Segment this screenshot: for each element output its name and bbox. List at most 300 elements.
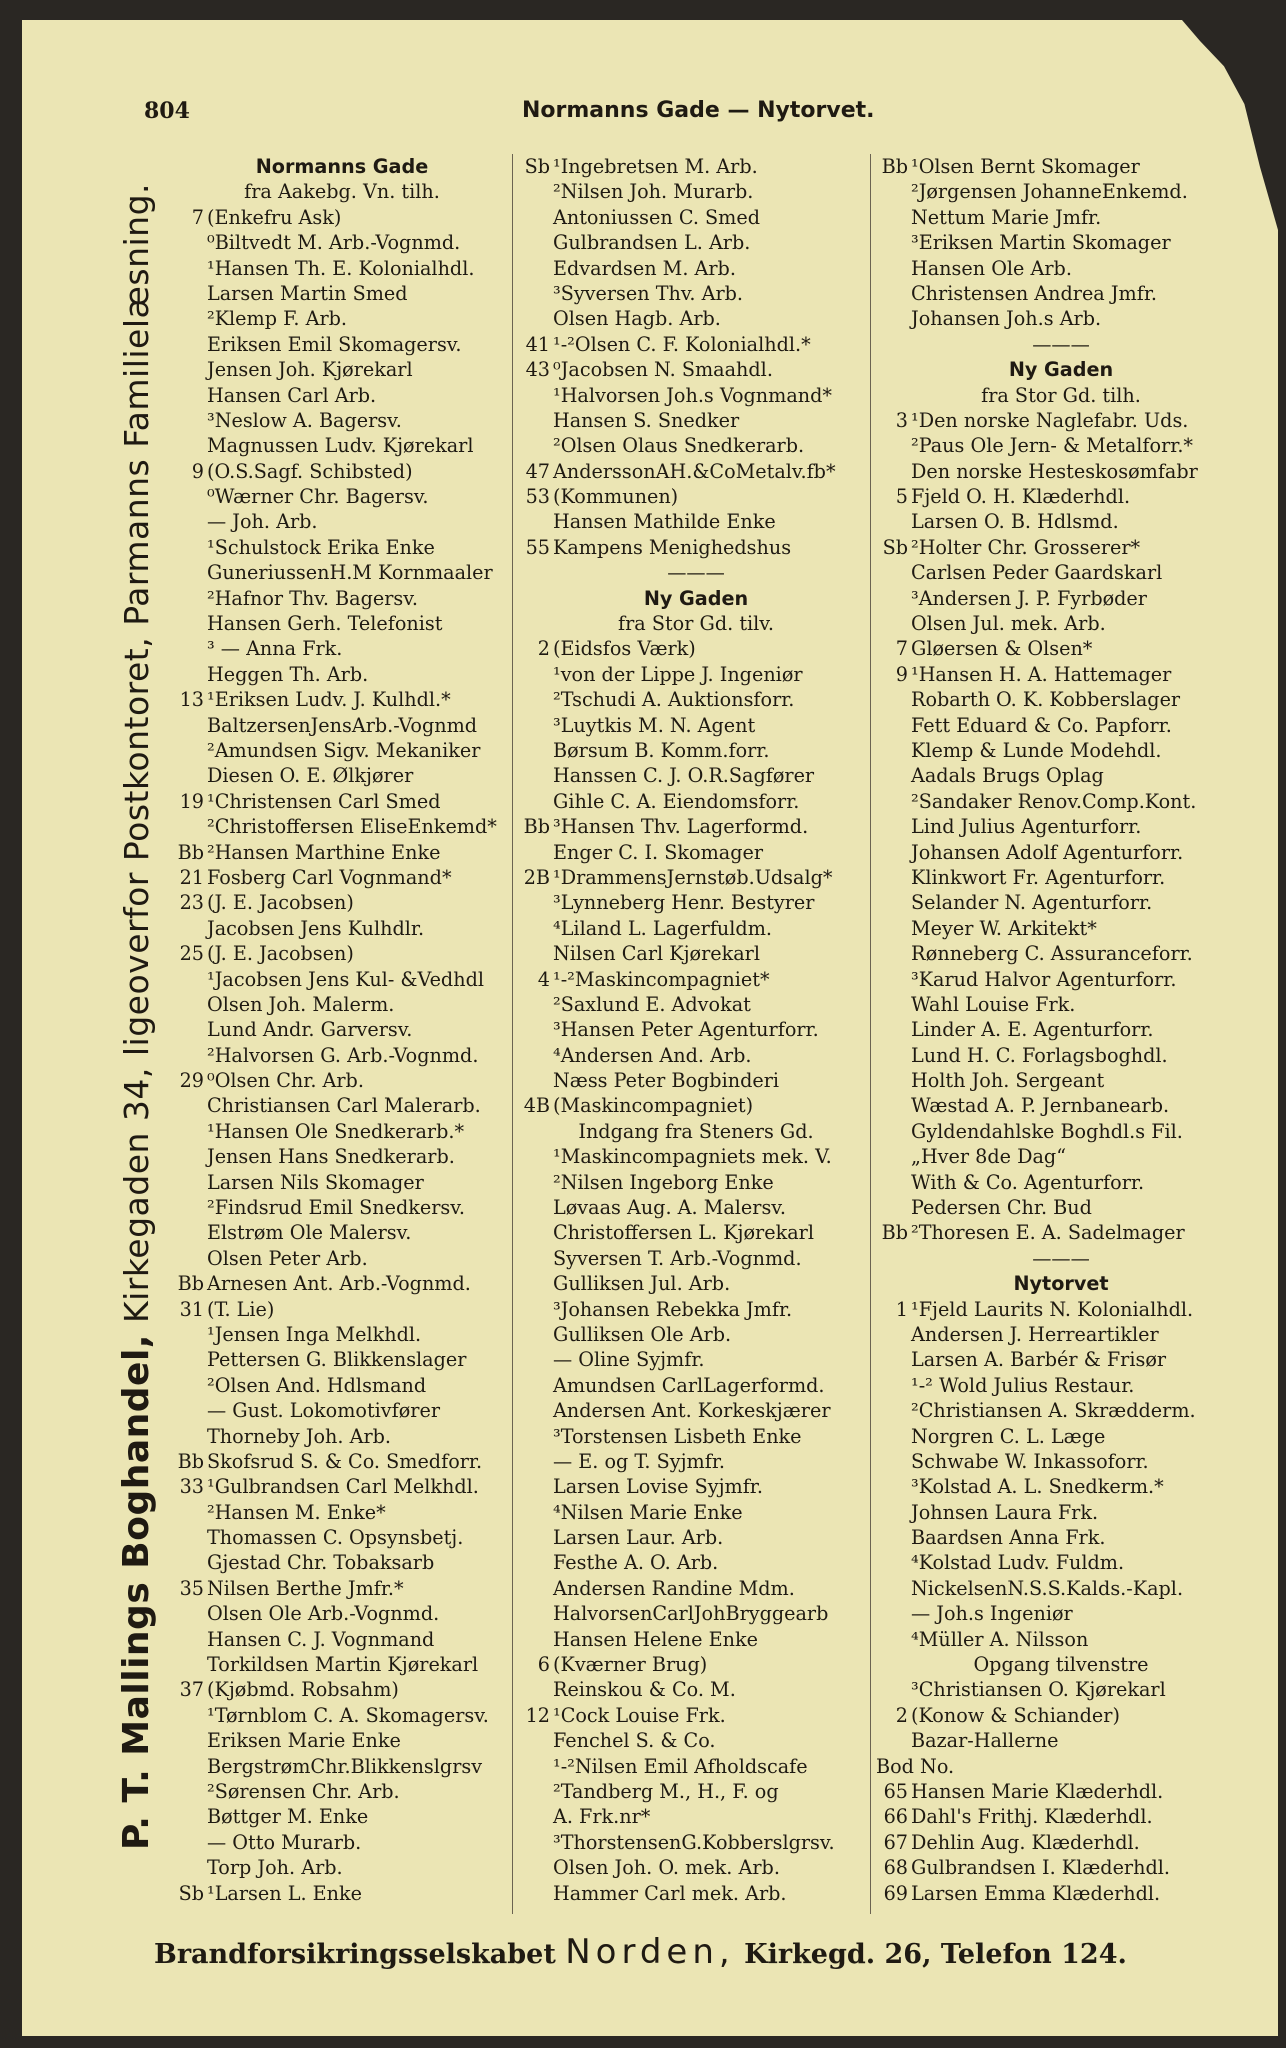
- resident-text: ³Hansen Thv. Lagerformd.: [553, 815, 809, 839]
- house-number: 9: [191, 459, 204, 483]
- resident-text: Larsen Emma Klæderhdl.: [911, 1881, 1161, 1905]
- directory-entry: [172, 890, 512, 915]
- resident-text: Larsen Laur. Arb.: [553, 1526, 724, 1550]
- house-number: [876, 763, 911, 788]
- directory-entry: [172, 1297, 512, 1322]
- house-number: [172, 1347, 207, 1372]
- directory-entry: [876, 1830, 1246, 1855]
- resident-text: (J. E. Jacobsen): [207, 942, 354, 966]
- house-number: [518, 1728, 553, 1753]
- resident-text: — Otto Murarb.: [207, 1830, 362, 1854]
- directory-entry: [518, 535, 874, 560]
- house-number: [876, 179, 911, 204]
- house-number: [876, 1550, 911, 1575]
- directory-entry: [876, 1220, 1246, 1245]
- directory-entry: [876, 459, 1246, 484]
- directory-entry: [876, 509, 1246, 534]
- resident-text: ²Holter Chr. Grosserer*: [911, 535, 1141, 559]
- directory-entry: [518, 967, 874, 992]
- house-number: [172, 1017, 207, 1042]
- house-number: 33: [179, 1475, 204, 1499]
- house-number: [172, 433, 207, 458]
- directory-entry: [518, 1043, 874, 1068]
- directory-entry: [518, 763, 874, 788]
- house-number: [172, 535, 207, 560]
- resident-text: ⁰Biltvedt M. Arb.-Vognmd.: [207, 231, 461, 255]
- resident-text: — Oline Syjmfr.: [553, 1348, 705, 1372]
- resident-text: Olsen Joh. O. mek. Arb.: [553, 1856, 780, 1880]
- directory-entry: [518, 1804, 874, 1829]
- resident-text: ³Torstensen Lisbeth Enke: [553, 1424, 802, 1448]
- house-number: [172, 1627, 207, 1652]
- resident-text: (O.S.Sagf. Schibsted): [207, 459, 413, 483]
- house-number: [876, 916, 911, 941]
- resident-text: With & Co. Agenturforr.: [911, 1170, 1145, 1194]
- resident-text: Reinskou & Co. M.: [553, 1678, 736, 1702]
- resident-text: ¹von der Lippe J. Ingeniør: [553, 662, 803, 686]
- house-number: [518, 1347, 553, 1372]
- resident-text: Jensen Hans Snedkerarb.: [207, 1145, 455, 1169]
- house-number: [172, 509, 207, 534]
- resident-text: ²Olsen And. Hdlsmand: [207, 1373, 427, 1397]
- directory-entry: [876, 433, 1246, 458]
- directory-entry: [172, 1347, 512, 1372]
- directory-entry: [876, 1779, 1246, 1804]
- house-number: [876, 611, 911, 636]
- house-number: [518, 1754, 553, 1779]
- directory-entry: [518, 1449, 874, 1474]
- directory-entry: [172, 1627, 512, 1652]
- house-number: 25: [179, 942, 204, 966]
- resident-text: Wæstad A. P. Jernbanearb.: [911, 1094, 1170, 1118]
- resident-text: — Joh.s Ingeniør: [911, 1602, 1073, 1626]
- resident-text: Olsen Hagb. Arb.: [553, 307, 721, 331]
- directory-entry: [876, 1627, 1246, 1652]
- house-number: [172, 332, 207, 357]
- resident-text: Hansen C. J. Vognmand: [207, 1627, 435, 1651]
- house-number: [876, 1373, 911, 1398]
- directory-entry: [172, 941, 512, 966]
- directory-entry: [876, 840, 1246, 865]
- house-number: [518, 1576, 553, 1601]
- house-number: [172, 662, 207, 687]
- resident-text: Nettum Marie Jmfr.: [911, 205, 1102, 229]
- resident-text: ²Hansen Marthine Enke: [207, 840, 441, 864]
- resident-text: (Enkefru Ask): [207, 205, 342, 229]
- directory-entry: [172, 535, 512, 560]
- resident-text: Fenchel S. & Co.: [553, 1729, 716, 1753]
- house-number: [876, 1170, 911, 1195]
- directory-entry: [518, 1246, 874, 1271]
- resident-text: (Eidsfos Værk): [553, 637, 696, 661]
- house-number: 41: [525, 332, 550, 356]
- resident-text: Bøttger M. Enke: [207, 1805, 369, 1829]
- resident-text: ¹-² Wold Julius Restaur.: [911, 1373, 1135, 1397]
- resident-text: ⁰Olsen Chr. Arb.: [207, 1069, 364, 1093]
- house-number: [518, 1677, 553, 1702]
- resident-text: Gyldendahlske Boghdl.s Fil.: [911, 1119, 1183, 1143]
- resident-text: ⁴Liland L. Lagerfuldm.: [553, 916, 772, 940]
- directory-entry: [518, 1550, 874, 1575]
- directory-entry: [518, 1271, 874, 1296]
- resident-text: ⁴Kolstad Ludv. Fuldm.: [911, 1551, 1125, 1575]
- footer-advert: [154, 1932, 1127, 1972]
- directory-entry: [876, 763, 1246, 788]
- resident-text: Hansen Mathilde Enke: [553, 510, 776, 534]
- resident-text: GuneriussenH.M Kornmaaler: [207, 561, 493, 585]
- resident-text: ²Hansen M. Enke*: [207, 1500, 386, 1524]
- directory-entry: [172, 916, 512, 941]
- directory-entry: [518, 687, 874, 712]
- directory-entry: [172, 967, 512, 992]
- house-number: [518, 1474, 553, 1499]
- house-number: [172, 1855, 207, 1880]
- resident-text: ³Johansen Rebekka Jmfr.: [553, 1297, 793, 1321]
- footer-part1: Brandforsikringsselskabet: [154, 1939, 566, 1970]
- resident-text: ³Syversen Thv. Arb.: [553, 281, 744, 305]
- directory-entry: [518, 1779, 874, 1804]
- directory-entry: [518, 992, 874, 1017]
- house-number: [172, 916, 207, 941]
- resident-text: Selander N. Agenturforr.: [911, 891, 1153, 915]
- resident-text: Arnesen Ant. Arb.-Vognmd.: [207, 1272, 471, 1296]
- resident-text: „Hver 8de Dag“: [911, 1145, 1066, 1169]
- resident-text: Amundsen CarlLagerformd.: [553, 1373, 825, 1397]
- resident-text: Kampens Menighedshus: [553, 535, 792, 559]
- house-number: [172, 586, 207, 611]
- column-1: [172, 154, 512, 1906]
- running-title: Normanns Gade — Nytorvet.: [522, 98, 875, 123]
- house-number: [876, 992, 911, 1017]
- resident-text: — Joh. Arb.: [207, 510, 318, 534]
- resident-text: Pedersen Chr. Bud: [911, 1196, 1092, 1220]
- resident-text: (T. Lie): [207, 1297, 275, 1321]
- resident-text: ³Lynneberg Henr. Bestyrer: [553, 891, 815, 915]
- house-number: 12: [525, 1703, 550, 1727]
- house-number: [876, 865, 911, 890]
- resident-text: NickelsenN.S.S.Kalds.-Kapl.: [911, 1576, 1184, 1600]
- directory-entry: [518, 713, 874, 738]
- resident-text: Hanssen C. J. O.R.Sagfører: [553, 764, 815, 788]
- directory-entry: [876, 611, 1246, 636]
- house-number: [876, 560, 911, 585]
- resident-text: Torkildsen Martin Kjørekarl: [207, 1653, 479, 1677]
- resident-text: Heggen Th. Arb.: [207, 662, 369, 686]
- resident-text: Lund H. C. Forlagsboghdl.: [911, 1043, 1168, 1067]
- resident-text: ¹Cock Louise Frk.: [553, 1703, 726, 1727]
- house-number: 21: [179, 865, 204, 889]
- house-number: [172, 1398, 207, 1423]
- directory-entry: [172, 230, 512, 255]
- resident-text: ²Nilsen Ingeborg Enke: [553, 1170, 774, 1194]
- resident-text: ²Tandberg M., H., F. og: [553, 1780, 779, 1803]
- resident-text: ²Paus Ole Jern- & Metalforr.*: [911, 434, 1194, 458]
- house-number: Sb: [524, 155, 550, 178]
- directory-entry: [518, 1144, 874, 1169]
- resident-text: Hansen Carl Arb.: [207, 383, 377, 407]
- directory-entry: [172, 1677, 512, 1702]
- directory-page: [22, 20, 1278, 2036]
- directory-entry: [518, 1576, 874, 1601]
- directory-entry: [518, 1830, 874, 1855]
- directory-entry: [518, 1703, 874, 1728]
- house-number: 2: [537, 637, 550, 661]
- directory-entry: [172, 1398, 512, 1423]
- resident-text: Thomassen C. Opsynsbetj.: [207, 1526, 464, 1550]
- directory-entry: [172, 1271, 512, 1296]
- resident-text: Dehlin Aug. Klæderhdl.: [911, 1830, 1140, 1854]
- house-number: [518, 687, 553, 712]
- directory-entry: [876, 916, 1246, 941]
- directory-entry: [518, 1652, 874, 1677]
- resident-text: Olsen Joh. Malerm.: [207, 992, 395, 1016]
- house-number: [172, 1424, 207, 1449]
- resident-text: ¹Hansen Th. E. Kolonialhdl.: [207, 256, 475, 280]
- resident-text: Linder A. E. Agenturforr.: [911, 1018, 1154, 1042]
- directory-entry: [172, 865, 512, 890]
- house-number: [876, 1144, 911, 1169]
- house-number: [876, 1474, 911, 1499]
- directory-entry: [172, 484, 512, 509]
- house-number: 7: [191, 205, 204, 229]
- resident-text: Larsen O. B. Hdlsmd.: [911, 510, 1119, 534]
- directory-entry: [876, 1855, 1246, 1880]
- directory-entry: [518, 1728, 874, 1753]
- resident-text: — E. og T. Syjmfr.: [553, 1449, 725, 1473]
- directory-entry: [876, 1170, 1246, 1195]
- house-number: [876, 1347, 911, 1372]
- resident-text: ²Jørgensen JohanneEnkemd.: [911, 180, 1188, 204]
- directory-entry: [172, 1601, 512, 1626]
- resident-text: ²Sandaker Renov.Comp.Kont.: [911, 789, 1197, 813]
- directory-entry: [876, 1424, 1246, 1449]
- resident-text: Jacobsen Jens Kulhdlr.: [207, 916, 425, 940]
- directory-entry: [518, 408, 874, 433]
- resident-text: Johnsen Laura Frk.: [911, 1500, 1099, 1524]
- house-number: [172, 1093, 207, 1118]
- resident-text: ¹Tørnblom C. A. Skomagersv.: [207, 1703, 489, 1727]
- resident-text: Thorneby Joh. Arb.: [207, 1424, 392, 1448]
- directory-entry: [172, 332, 512, 357]
- house-number: [876, 967, 911, 992]
- house-number: [876, 1424, 911, 1449]
- house-number: Bb: [177, 840, 204, 864]
- house-number: [518, 256, 553, 281]
- house-number: [172, 383, 207, 408]
- house-number: [518, 1525, 553, 1550]
- house-number: [172, 1170, 207, 1195]
- resident-text: Johansen Joh.s Arb.: [911, 307, 1102, 331]
- house-number: [518, 1271, 553, 1296]
- directory-entry: [172, 560, 512, 585]
- resident-text: ¹Larsen L. Enke: [207, 1881, 362, 1905]
- directory-entry: [876, 1677, 1246, 1702]
- house-number: 2: [895, 1703, 908, 1727]
- house-number: [172, 256, 207, 281]
- resident-text: BaltzersenJensArb.-Vognmd: [207, 713, 478, 737]
- resident-text: Fett Eduard & Co. Papforr.: [911, 713, 1172, 737]
- resident-text: Carlsen Peder Gaardskarl: [911, 561, 1163, 585]
- house-number: [172, 992, 207, 1017]
- house-number: [518, 916, 553, 941]
- page-number: 804: [144, 98, 190, 124]
- house-number: [876, 205, 911, 230]
- resident-text: Baardsen Anna Frk.: [911, 1526, 1106, 1550]
- house-number: [172, 611, 207, 636]
- resident-text: Larsen Nils Skomager: [207, 1170, 424, 1194]
- house-number: [172, 1754, 207, 1779]
- directory-entry: [172, 662, 512, 687]
- directory-entry: [876, 1373, 1246, 1398]
- house-number: [518, 1322, 553, 1347]
- house-number: 66: [883, 1805, 908, 1829]
- resident-text: Aadals Brugs Oplag: [911, 764, 1104, 788]
- house-number: [876, 509, 911, 534]
- house-number: [518, 1830, 553, 1855]
- house-number: 31: [179, 1297, 204, 1321]
- house-number: [518, 408, 553, 433]
- directory-entry: [518, 890, 874, 915]
- directory-entry: [876, 1195, 1246, 1220]
- directory-entry: [172, 1449, 512, 1474]
- resident-text: Edvardsen M. Arb.: [553, 256, 736, 280]
- resident-text: Rønneberg C. Assuranceforr.: [911, 942, 1193, 966]
- directory-entry: [172, 256, 512, 281]
- resident-text: A. Frk.nr*: [553, 1805, 651, 1829]
- house-number: 23: [179, 891, 204, 915]
- house-number: [172, 1195, 207, 1220]
- directory-entry: [518, 1500, 874, 1525]
- directory-entry: [876, 205, 1246, 230]
- house-number: 1: [895, 1297, 908, 1321]
- house-number: [518, 1881, 553, 1906]
- directory-entry: [518, 433, 874, 458]
- house-number: [518, 179, 553, 204]
- directory-entry: [172, 840, 512, 865]
- resident-text: Børsum B. Komm.forr.: [553, 738, 770, 762]
- house-number: 2B: [523, 865, 550, 889]
- house-number: [876, 433, 911, 458]
- resident-text: Dahl's Frithj. Klæderhdl.: [911, 1805, 1153, 1829]
- house-number: [518, 1373, 553, 1398]
- resident-text: ¹Gulbrandsen Carl Melkhdl.: [207, 1475, 479, 1499]
- directory-entry: [518, 459, 874, 484]
- house-number: [876, 1627, 911, 1652]
- directory-entry: [876, 1728, 1246, 1753]
- resident-text: — Gust. Lokomotivfører: [207, 1399, 440, 1423]
- resident-text: Nilsen Berthe Jmfr.*: [207, 1576, 404, 1600]
- house-number: [172, 636, 207, 661]
- resident-text: Pettersen G. Blikkenslager: [207, 1348, 467, 1372]
- house-number: [172, 560, 207, 585]
- house-number: [876, 1093, 911, 1118]
- house-number: 43: [525, 358, 550, 382]
- house-number: [876, 1195, 911, 1220]
- directory-entry: [876, 1322, 1246, 1347]
- house-number: [518, 738, 553, 763]
- resident-text: ²Christoffersen EliseEnkemd*: [207, 815, 497, 839]
- house-number: [172, 763, 207, 788]
- directory-entry: [876, 865, 1246, 890]
- directory-entry: [876, 230, 1246, 255]
- resident-text: Bazar-Hallerne: [911, 1729, 1059, 1753]
- directory-entry: [518, 1855, 874, 1880]
- house-number: [876, 1043, 911, 1068]
- directory-entry: [876, 636, 1246, 661]
- resident-text: ³Hansen Peter Agenturforr.: [553, 1018, 819, 1042]
- house-number: [518, 840, 553, 865]
- resident-text: ²Olsen Olaus Snedkerarb.: [553, 434, 805, 458]
- directory-entry: [172, 1093, 512, 1118]
- house-number: [172, 281, 207, 306]
- house-number: Bb: [177, 1449, 204, 1473]
- directory-entry: [172, 1804, 512, 1829]
- house-number: [172, 1652, 207, 1677]
- resident-text: ²Klemp F. Arb.: [207, 307, 348, 331]
- resident-text: Lind Julius Agenturforr.: [911, 815, 1142, 839]
- resident-text: ⁴Nilsen Marie Enke: [553, 1500, 743, 1524]
- resident-text: Larsen Lovise Syjmfr.: [553, 1475, 763, 1499]
- resident-text: Eriksen Emil Skomagersv.: [207, 332, 462, 356]
- directory-entry: [518, 1322, 874, 1347]
- directory-entry: [172, 408, 512, 433]
- house-number: [172, 1373, 207, 1398]
- directory-entry: [518, 205, 874, 230]
- resident-text: ⁴Andersen And. Arb.: [553, 1043, 752, 1067]
- resident-text: Olsen Peter Arb.: [207, 1246, 368, 1270]
- house-number: [876, 230, 911, 255]
- section-separator: ———: [1032, 332, 1090, 356]
- resident-text: ¹-²Nilsen Emil Afholdscafe: [553, 1754, 808, 1778]
- resident-text: Gulliksen Jul. Arb.: [553, 1272, 731, 1296]
- resident-text: ³Karud Halvor Agenturforr.: [911, 967, 1177, 991]
- house-number: [172, 1830, 207, 1855]
- resident-text: Enger C. I. Skomager: [553, 840, 764, 864]
- street-heading: Normanns Gade: [255, 155, 429, 178]
- resident-text: ¹-²Maskincompagniet*: [553, 967, 770, 991]
- resident-text: Larsen Martin Smed: [207, 281, 408, 305]
- directory-entry: [876, 1144, 1246, 1169]
- resident-text: ¹DrammensJernstøb.Udsalg*: [553, 865, 833, 889]
- directory-entry: [876, 1398, 1246, 1423]
- directory-entry: [876, 1068, 1246, 1093]
- resident-text: Andersen Ant. Korkeskjærer: [553, 1399, 831, 1423]
- resident-text: ³ThorstensenG.Kobberslgrsv.: [553, 1830, 835, 1854]
- resident-text: ¹Olsen Bernt Skomager: [911, 155, 1140, 178]
- house-number: [518, 1170, 553, 1195]
- house-number: 35: [179, 1576, 204, 1600]
- house-number: [518, 789, 553, 814]
- directory-entry: [518, 941, 874, 966]
- house-number: [518, 1297, 553, 1322]
- directory-entry: [172, 1068, 512, 1093]
- directory-entry: [172, 1652, 512, 1677]
- directory-entry: [518, 814, 874, 839]
- house-number: [518, 1068, 553, 1093]
- resident-text: ²Christiansen A. Skrædderm.: [911, 1399, 1196, 1423]
- resident-text: Hansen S. Snedker: [553, 408, 740, 432]
- house-number: [518, 1550, 553, 1575]
- directory-entry: [172, 1550, 512, 1575]
- house-number: [172, 357, 207, 382]
- directory-entry: [172, 1855, 512, 1880]
- resident-text: Wahl Louise Frk.: [911, 992, 1076, 1016]
- directory-entry: [518, 789, 874, 814]
- resident-text: Olsen Ole Arb.-Vognmd.: [207, 1602, 440, 1626]
- directory-entry: [172, 1195, 512, 1220]
- resident-text: Olsen Jul. mek. Arb.: [911, 612, 1106, 636]
- resident-text: Robarth O. K. Kobberslager: [911, 688, 1181, 712]
